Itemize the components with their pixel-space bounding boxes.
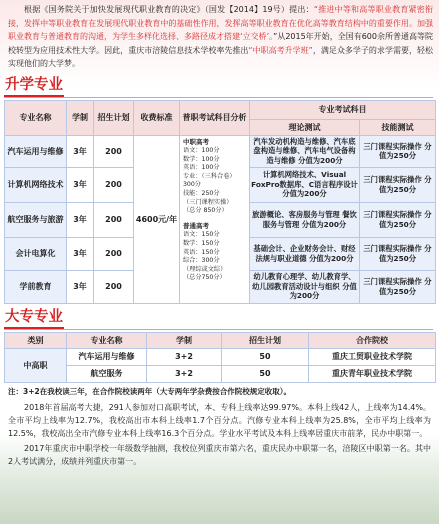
major-name: 航空服务与旅游	[5, 202, 67, 237]
major-name: 计算机网络技术	[5, 167, 67, 202]
years: 3年	[67, 167, 94, 202]
theory: 幼儿教育心理学、幼儿教育学、幼儿园教育活动设计与组织 分值为200分	[250, 270, 360, 303]
section-title-college: 大专专业	[5, 308, 63, 325]
major-name: 航空服务	[67, 365, 147, 382]
major-name: 汽车运用与维修	[5, 135, 67, 167]
skill: 三门课程实际操作 分值为250分	[360, 202, 436, 237]
zz-title: 中职高考	[183, 137, 209, 146]
plan: 200	[94, 237, 134, 270]
zz-line: 语文：100分	[183, 147, 220, 155]
theory: 计算机网络技术、Visual FoxPro数据库、C语言程序设计 分值为200分	[250, 167, 360, 202]
major-name: 汽车运用与维修	[67, 348, 147, 365]
table-row	[5, 348, 436, 365]
plan: 200	[94, 202, 134, 237]
note: 注：3+2在我校读三年，在合作院校读两年（大专两年学杂费按合作院校规定收取）。	[8, 386, 291, 396]
category: 中高职	[5, 348, 67, 382]
pt-title: 普通高考	[183, 221, 209, 230]
theory: 旅游概论、客房服务与管理 餐饮服务与管理 分值为200分	[250, 202, 360, 237]
header-major: 专业名称	[67, 332, 147, 348]
years: 3年	[67, 270, 94, 303]
zz-line: 专业：（三科合卷）300分	[183, 172, 236, 189]
plan: 50	[222, 365, 309, 382]
theory: 汽车发动机构造与维修、汽车底盘构造与维修、汽车电气设备构造与维修 分值为200分	[250, 135, 360, 167]
partner-school: 重庆工贸职业技术学院	[309, 348, 436, 365]
pt-line: 英语：150分	[183, 248, 220, 256]
intro-text-3: ，满足众多学子的求学需要，轻松实现他们的大学梦。	[8, 45, 434, 68]
section-underline	[4, 327, 433, 330]
header-years: 学制	[147, 332, 222, 348]
upgrade-majors-table	[4, 100, 436, 304]
intro-paragraph	[0, 0, 439, 71]
college-majors-table	[4, 332, 436, 383]
years: 3+2	[147, 365, 222, 382]
years: 3年	[67, 237, 94, 270]
theory: 基础会计、企业财务会计、财经法规与职业道德 分值为200分	[250, 237, 360, 270]
section-underline	[4, 95, 433, 98]
section-title-upgrade: 升学专业	[5, 76, 63, 93]
header-theory: 理论测试	[250, 119, 360, 135]
partner-school: 重庆青年职业技术学院	[309, 365, 436, 382]
header-pro-subjects: 专业考试科目	[250, 100, 436, 119]
header-fee: 收费标准	[134, 100, 180, 135]
header-partner: 合作院校	[309, 332, 436, 348]
intro-text-1: 根据《国务院关于加快发展现代职业教育的决定》（国发【2014】19号）提出：	[24, 5, 314, 14]
header-years: 学制	[67, 100, 94, 135]
fee: 4600元/年	[134, 135, 180, 303]
pt-line: （理综或文综）	[183, 265, 227, 273]
zz-line: 英语：100分	[183, 164, 220, 172]
header-plan: 招生计划	[94, 100, 134, 135]
pt-line: 数学：150分	[183, 240, 220, 248]
skill: 三门课程实际操作 分值为250分	[360, 167, 436, 202]
table-row	[5, 135, 436, 167]
intro-text-2: ”从2015年开始，全国有600余所普通高等院校转型为应用技术性大学。因此，重庆市涪陵信息技术学校率先推出	[8, 32, 433, 55]
plan: 200	[94, 270, 134, 303]
years: 3+2	[147, 348, 222, 365]
pt-line: 语文：150分	[183, 231, 220, 239]
skill: 三门课程实际操作 分值为250分	[360, 270, 436, 303]
plan: 200	[94, 167, 134, 202]
zz-line: 技能：250分	[183, 190, 220, 198]
exam-analysis	[180, 135, 250, 303]
header-skill: 技能测试	[360, 119, 436, 135]
header-exam-analysis: 普职考试科目分析	[180, 100, 250, 135]
results-paragraph-2017: 2017年重庆市中职学校一年级数学抽测，我校位列重庆市第六名，重庆民办中职第一名，涪陵区中职第一名。其中2人考试满分，成绩并列重庆市第一。	[8, 443, 431, 466]
major-name: 会计电算化	[5, 237, 67, 270]
header-category: 类别	[5, 332, 67, 348]
zz-line: （总分 850分）	[183, 207, 228, 215]
intro-quote: “推进中等和高等职业教育紧密衔接，发挥中等职业教育在发展现代职业教育中的基础性作用，发挥高等职业教育在优化高等教育结构中的重要作用。加强职业教育与普通教育的沟通，为学生多样化选择、多路径成才搭建‘立交桥’。	[8, 5, 433, 41]
plan: 200	[94, 135, 134, 167]
years: 3年	[67, 135, 94, 167]
skill: 三门课程实际操作 分值为250分	[360, 135, 436, 167]
results-paragraph-2018: 2018年首届高考大捷，291人参加对口高职考试，本、专科上线率达99.97%。本科上线42人，上线率为14.4%。全市平均上线率为12.7%，我校高出市本科上线率1.7个百分点。汽修专业本科上线率为25.8%，全市平均上线率为12.5%，我校高出全市汽修专业本科上线率16.3个百分点。学业水平考试及本科上线率居重庆市前茅，民办中职第一。	[8, 402, 431, 438]
pt-line: （总分750分）	[183, 274, 226, 282]
plan: 50	[222, 348, 309, 365]
major-name: 学前教育	[5, 270, 67, 303]
years: 3年	[67, 202, 94, 237]
pt-line: 综合：300分	[183, 257, 220, 265]
zz-line: （三门课程实操）	[183, 198, 233, 206]
header-plan: 招生计划	[222, 332, 309, 348]
table-row	[5, 365, 436, 382]
header-major: 专业名称	[5, 100, 67, 135]
zz-line: 数学：100分	[183, 155, 220, 163]
skill: 三门课程实际操作 分值为250分	[360, 237, 436, 270]
intro-class-name: “中职高考升学班”	[248, 45, 313, 55]
